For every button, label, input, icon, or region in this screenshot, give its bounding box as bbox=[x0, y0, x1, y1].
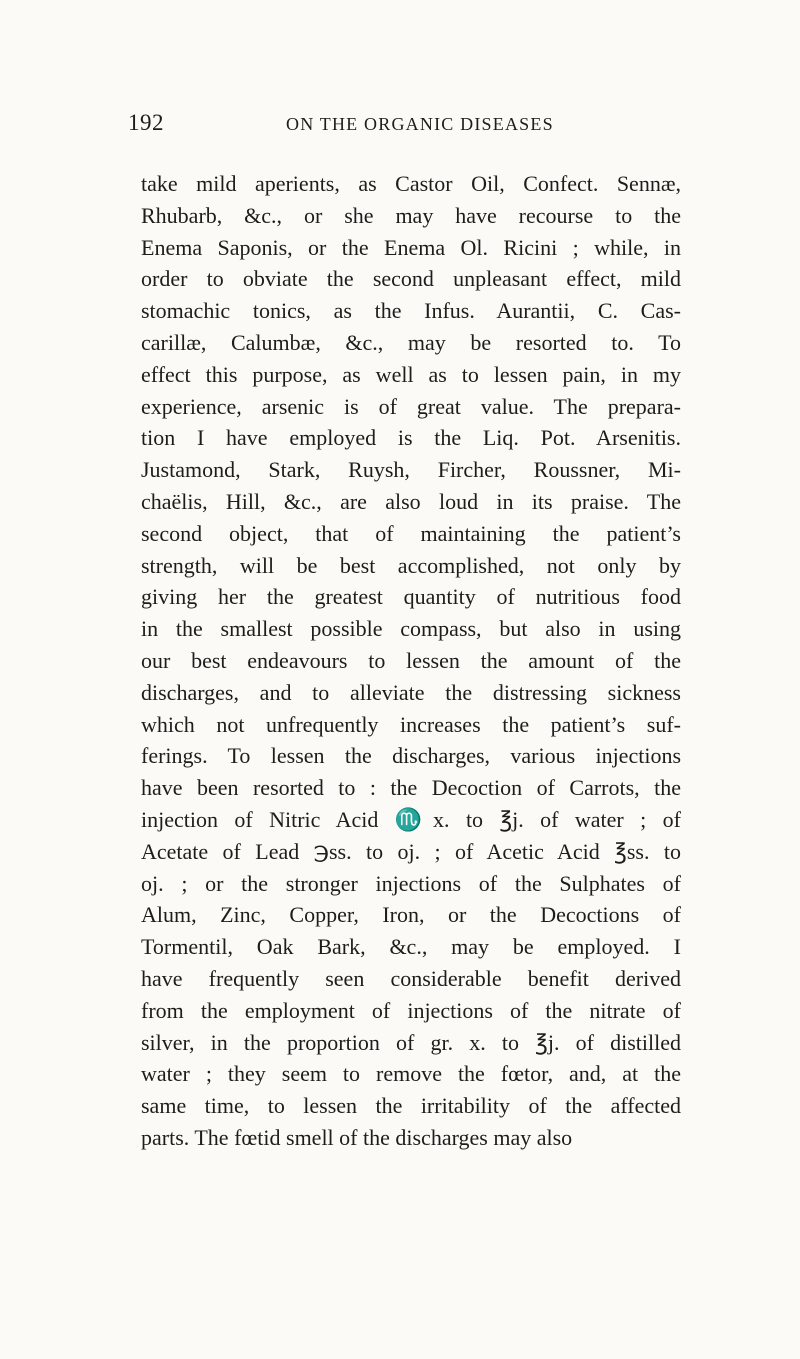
text-line: order to obviate the second unpleasant effect, mild bbox=[141, 266, 681, 292]
text-line: Enema Saponis, or the Enema Ol. Ricini ; while, in bbox=[141, 234, 681, 260]
text-line: injection of Nitric Acid ♏x. to ℥j. of water ; of bbox=[141, 806, 681, 832]
text-line: Alum, Zinc, Copper, Iron, or the Decoctions of bbox=[141, 902, 681, 928]
text-line: tion I have employed is the Liq. Pot. Arsenitis. bbox=[141, 425, 681, 451]
text-line: second object, that of maintaining the patient’s bbox=[141, 520, 681, 546]
text-line: have frequently seen considerable benefit derived bbox=[141, 965, 681, 991]
running-title: ON THE ORGANIC DISEASES bbox=[286, 114, 554, 134]
text-line: experience, arsenic is of great value. The prepara- bbox=[141, 393, 681, 419]
text-line: discharges, and to alleviate the distressing sickness bbox=[141, 679, 681, 705]
text-line: chaëlis, Hill, &c., are also loud in its praise. The bbox=[141, 488, 681, 514]
text-line: effect this purpose, as well as to lessen pain, in my bbox=[141, 361, 681, 387]
text-line: strength, will be best accomplished, not only by bbox=[141, 552, 681, 578]
text-line: oj. ; or the stronger injections of the Sulphates of bbox=[141, 870, 681, 896]
text-line: water ; they seem to remove the fœtor, and, at the bbox=[141, 1061, 681, 1087]
body-text bbox=[141, 168, 681, 1154]
text-line: Justamond, Stark, Ruysh, Fircher, Roussner, Mi- bbox=[141, 457, 681, 483]
text-line: parts. The fœtid smell of the discharges may also bbox=[141, 1124, 573, 1150]
text-line: take mild aperients, as Castor Oil, Confect. Sennæ, bbox=[141, 171, 681, 196]
text-line: our best endeavours to lessen the amount of the bbox=[141, 647, 681, 673]
text-line: carillæ, Calumbæ, &c., may be resorted to. To bbox=[141, 329, 681, 355]
text-line: same time, to lessen the irritability of the affected bbox=[141, 1093, 681, 1119]
text-line: stomachic tonics, as the Infus. Aurantii, C. Cas- bbox=[141, 298, 681, 324]
text-line: silver, in the proportion of gr. x. to ℥j. of distilled bbox=[141, 1029, 681, 1055]
page-header bbox=[128, 110, 668, 140]
text-line: Acetate of Lead ℈ss. to oj. ; of Acetic Acid ℥ss. to bbox=[141, 838, 681, 864]
text-line: giving her the greatest quantity of nutritious food bbox=[141, 584, 681, 610]
text-line: Tormentil, Oak Bark, &c., may be employed. I bbox=[141, 934, 681, 960]
text-line: which not unfrequently increases the patient’s suf- bbox=[141, 711, 681, 737]
text-line: have been resorted to : the Decoction of Carrots, the bbox=[141, 775, 681, 801]
text-line: in the smallest possible compass, but also in using bbox=[141, 616, 681, 642]
page-number: 192 bbox=[128, 110, 164, 135]
text-line: ferings. To lessen the discharges, various injections bbox=[141, 743, 681, 769]
text-line: Rhubarb, &c., or she may have recourse to the bbox=[141, 202, 681, 228]
text-line: from the employment of injections of the nitrate of bbox=[141, 997, 681, 1023]
